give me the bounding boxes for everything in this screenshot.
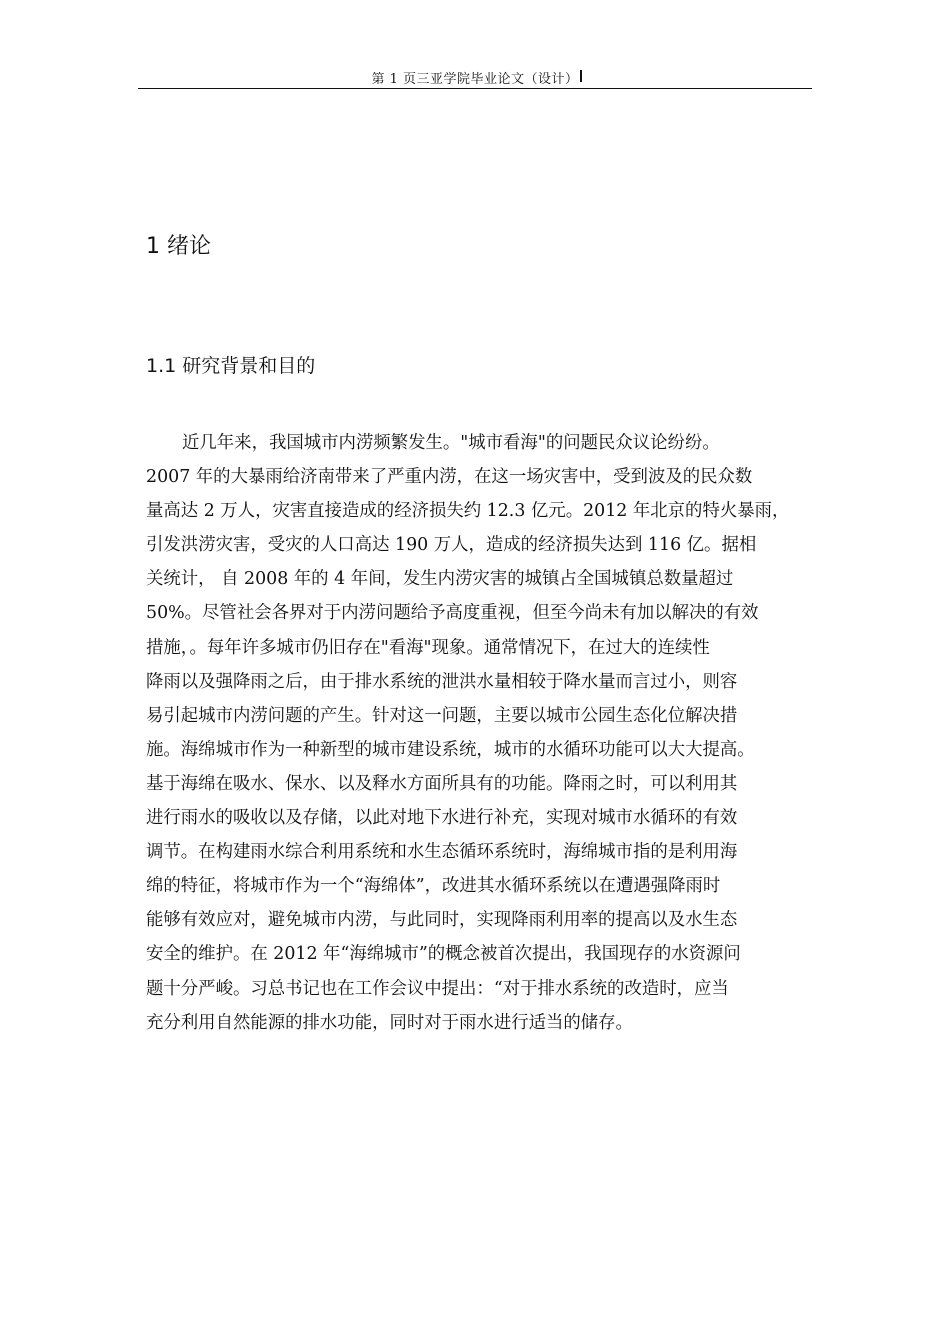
paragraph-line: 基于海绵在吸水、保水、以及释水方面所具有的功能。降雨之时，可以利用其 — [146, 773, 738, 794]
header-text: 第 1 页三亚学院毕业论文（设计） — [371, 72, 579, 87]
paragraph-line: 降雨以及强降雨之后，由于排水系统的泄洪水量相较于降水量而言过小，则容 — [146, 671, 738, 692]
paragraph-line: 关统计， 自 2008 年的 4 年间，发生内涝灾害的城镇占全国城镇总数量超过 — [146, 569, 734, 590]
paragraph-line: 近几年来，我国城市内涝频繁发生。"城市看海"的问题民众议论纷纷。 — [182, 433, 720, 453]
chapter-title: 1 绪论 — [146, 234, 211, 259]
paragraph-line: 2007 年的大暴雨给济南带来了严重内涝，在这一场灾害中，受到波及的民众数 — [146, 467, 753, 488]
paragraph-line: 能够有效应对，避免城市内涝，与此同时，实现降雨利用率的提高以及水生态 — [146, 910, 738, 931]
body-paragraph — [146, 426, 816, 1040]
paragraph-line: 引发洪涝灾害，受灾的人口高达 190 万人，造成的经济损失达到 116 亿。据相 — [146, 535, 757, 556]
page-header — [138, 66, 812, 89]
paragraph-line: 题十分严峻。习总书记也在工作会议中提出：“对于排水系统的改造时，应当 — [146, 978, 729, 999]
paragraph-line: 措施，。每年许多城市仍旧存在"看海"现象。通常情况下，在过大的连续性 — [146, 637, 710, 658]
header-divider-mark — [580, 70, 582, 82]
paragraph-line: 50%。尽管社会各界对于内涝问题给予高度重视，但至今尚未有加以解决的有效 — [146, 603, 759, 624]
paragraph-line: 施。海绵城市作为一种新型的城市建设系统，城市的水循环功能可以大大提高。 — [146, 739, 755, 760]
paragraph-line: 调节。在构建雨水综合利用系统和水生态循环系统时，海绵城市指的是利用海 — [146, 842, 738, 863]
paragraph-line: 量高达 2 万人，灾害直接造成的经济损失约 12.3 亿元。2012 年北京的特火暴雨， — [146, 501, 790, 522]
paragraph-line: 易引起城市内涝问题的产生。针对这一问题，主要以城市公园生态化位解决措 — [146, 705, 738, 726]
paragraph-line: 安全的维护。在 2012 年“海绵城市”的概念被首次提出，我国现存的水资源问 — [146, 944, 741, 965]
paragraph-line: 充分利用自然能源的排水功能，同时对于雨水进行适当的储存。 — [146, 1012, 633, 1033]
section-title: 1.1 研究背景和目的 — [146, 355, 316, 377]
paragraph-line: 进行雨水的吸收以及存储，以此对地下水进行补充，实现对城市水循环的有效 — [146, 808, 738, 829]
paragraph-line: 绵的特征，将城市作为一个“海绵体”，改进其水循环系统以在遭遇强降雨时 — [146, 876, 721, 897]
